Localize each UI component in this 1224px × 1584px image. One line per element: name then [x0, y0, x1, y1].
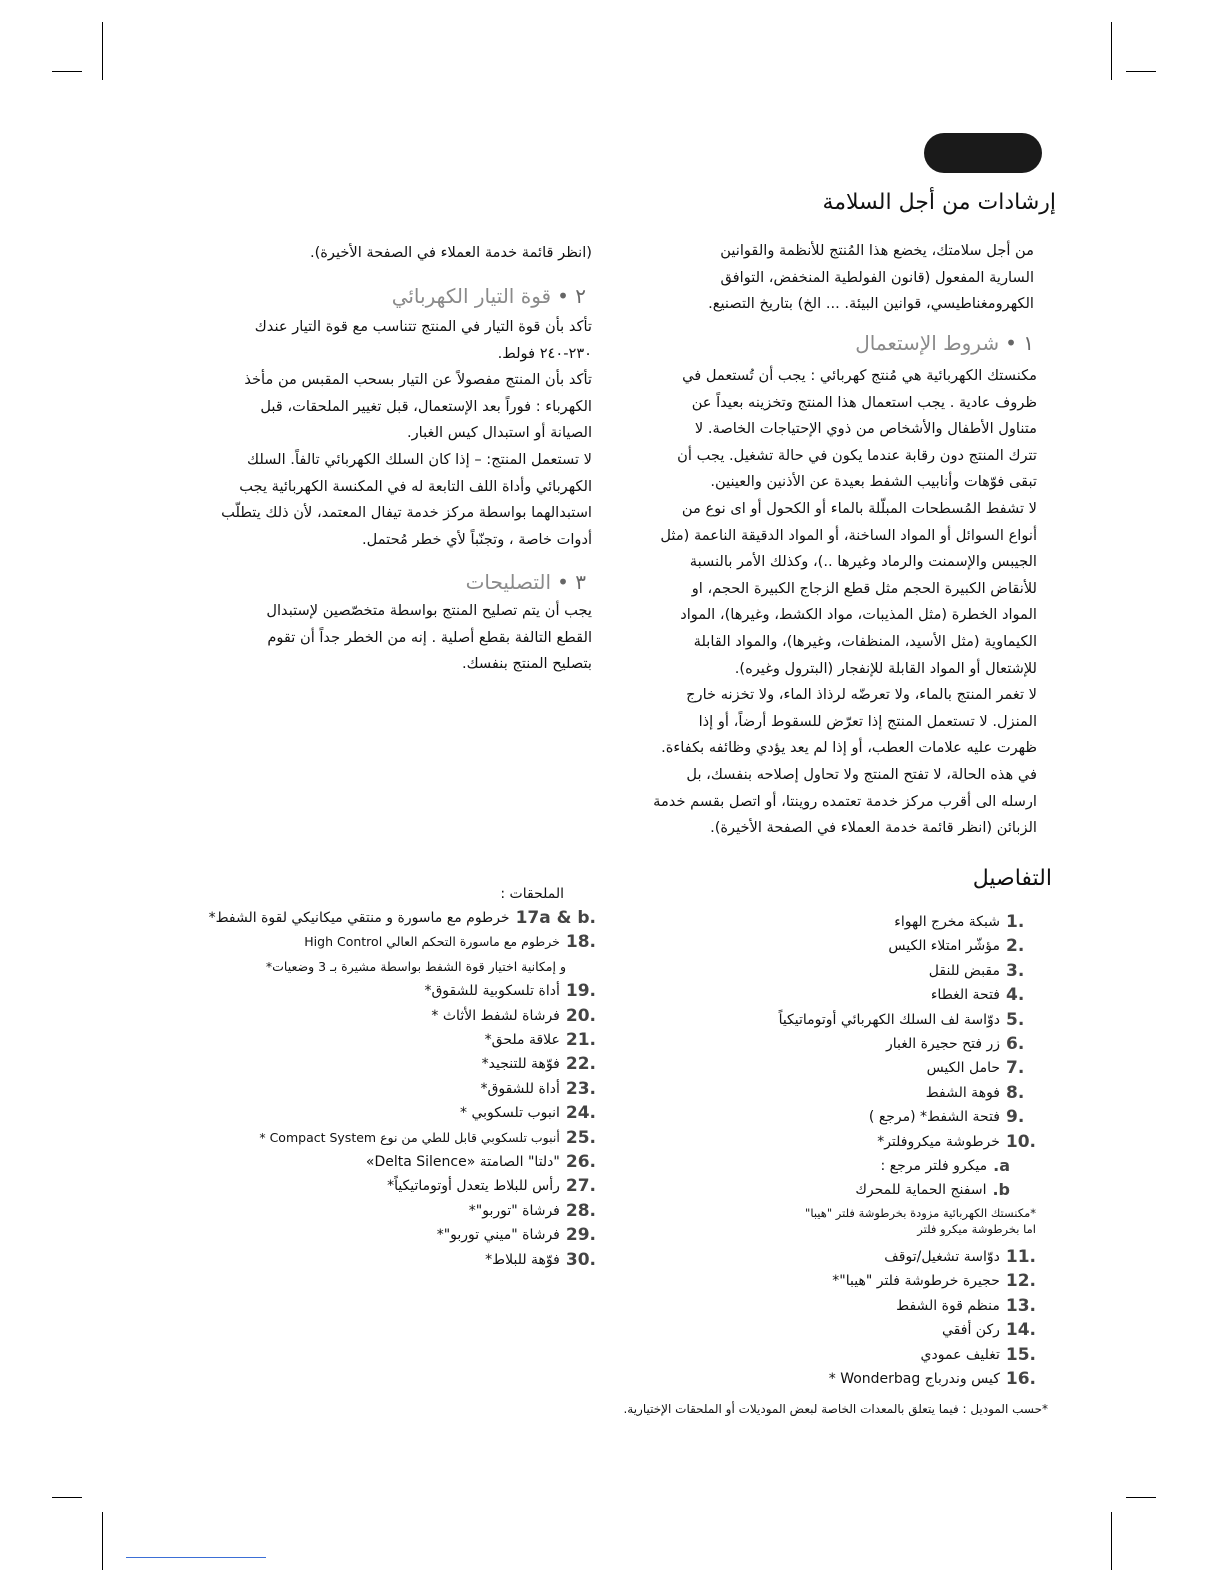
intro-paragraph: من أجل سلامتك، يخضع هذا المُنتج للأنظمة والقوانين السارية المفعول (قانون الفولطية المنخفض، التوافق الكهرومغناطيسي، قوانين البيئة. ... الخ) بتاريخ التصنيع.	[708, 242, 1034, 313]
power-paragraph: تأكد بأن قوة التيار في المنتج تتناسب مع قوة التيار عندك ٢٣٠-٢٤٠ فولط. تأكد بأن المنتج مفصولاً عن التيار بسحب المقبس من مأخذ الكهرباء : فوراً بعد الإستعمال، قبل تغيير الملحقات، قبل الصيانة أو استبدال كيس الغبار. لا تستعمل المنتج: – إذا كان السلك الكهربائي تالفاً. السلك الكهربائي وأداة اللف التابعة له في المكنسة الكهربائية يجب استبدالهما بواسطة مركز خدمة تيفال المعتمد، لأن ذلك يتطلّب أدوات خاصة ، وتجنّباً لأي خطر مُحتمل.	[221, 318, 592, 548]
language-tab	[924, 133, 1042, 173]
list-item: 26. "دلتا" الصامتة «Delta Silence»	[365, 1152, 596, 1173]
list-item: 1. شبكة مخرج الهواء	[894, 912, 1025, 932]
list-item: 6. زر فتح حجيرة الغبار	[886, 1034, 1025, 1055]
list-item: 27. رأس للبلاط يتعدل أوتوماتيكياً*	[387, 1176, 596, 1197]
list-item: 7. حامل الكيس	[926, 1058, 1025, 1079]
footnote: *حسب الموديل : فيما يتعلق بالمعدات الخاصة لبعض الموديلات أو الملحقات الإختيارية.	[623, 1402, 1048, 1416]
list-item: 20. فرشاة لشفط الأثاث *	[431, 1005, 596, 1026]
list-item: 22. فوّهة للتنجيد*	[481, 1054, 596, 1075]
list-item: 4. فتحة الغطاء	[930, 985, 1025, 1006]
crop-mark	[102, 1512, 103, 1570]
details-title: التفاصيل	[972, 866, 1052, 891]
list-item: 2. مؤشّر امتلاء الكيس	[888, 936, 1025, 957]
list-item: 24. انبوب تلسكوبي *	[460, 1103, 596, 1124]
list-item: 18. خرطوم مع ماسورة التحكم العالي High Control	[304, 932, 596, 953]
crop-mark	[102, 22, 103, 80]
crop-mark	[1111, 1512, 1112, 1570]
divider	[126, 1557, 266, 1558]
page-title: إرشادات من أجل السلامة	[822, 190, 1056, 215]
list-item: 5. دوّاسة لف السلك الكهربائي أوتوماتيكياً	[778, 1009, 1025, 1030]
list-item: 9. فتحة الشفط* (مرجع )	[868, 1107, 1025, 1128]
list-item: b. اسفنج الحماية للمحرك	[855, 1180, 1010, 1200]
list-item: 21. علاقة ملحق*	[484, 1030, 596, 1051]
crop-mark	[1126, 71, 1156, 72]
accessories-list	[156, 906, 596, 1272]
list-item: 16. كيس وندرباج Wonderbag *	[828, 1368, 1036, 1389]
list-item: 29. فرشاة "ميني توربو"*	[436, 1225, 596, 1246]
list-item: 28. فرشاة "توربو"*	[468, 1200, 596, 1221]
list-item: و إمكانية اختيار قوة الشفط بواسطة مشيرة بـ 3 وضعيات*	[265, 958, 566, 974]
list-item: 30. فوّهة للبلاط*	[485, 1249, 596, 1270]
hepa-note: *مكنستك الكهربائية مزودة بخرطوشة فلتر "هيبا" اما بخرطوشة ميكرو فلتر	[805, 1205, 1036, 1236]
list-item: 11. دوّاسة تشغيل/توقف	[884, 1246, 1036, 1267]
left-intro: (انظر قائمة خدمة العملاء في الصفحة الأخيرة).	[309, 244, 592, 261]
list-item: a. ميكرو فلتر مرجع :	[880, 1156, 1010, 1176]
section-heading-repairs: ٣ • التصليحات	[465, 570, 586, 594]
accessories-title: الملحقات :	[500, 886, 564, 902]
list-item: 14. ركن أفقي	[942, 1320, 1036, 1341]
crop-mark	[1126, 1497, 1156, 1498]
list-item: 12. حجيرة خرطوشة فلتر "هيبا"*	[832, 1271, 1036, 1292]
list-item: 25. أنبوب تلسكوبي قابل للطي من نوع Compact System *	[259, 1127, 596, 1148]
list-item: 3. مقبض للنقل	[928, 960, 1025, 981]
list-item: 15. تغليف عمودي	[920, 1344, 1036, 1365]
usage-paragraph: مكنستك الكهربائية هي مُنتج كهربائي : يجب أن تُستعمل في ظروف عادية . يجب استعمال هذا المنتج وتخزينه بعيداً عن متناول الأطفال والأشخاص من ذوي الإحتياجات الخاصة. لا تترك المنتج دون رقابة عندما يكون في حالة تشغيل. يجب أن تبقى فوّهات وأنابيب الشفط بعيدة عن الأذنين والعينين. لا تشفط المُسطحات المبلّلة بالماء أو الكحول أو اى نوع من أنواع السوائل أو المواد الساخنة، أو المواد الدقيقة الناعمة (مثل الجيبس والإسمنت والرماد وغيرها ..)، وكذلك الأمر بالنسبة للأنقاض الكبيرة الحجم مثل قطع الزجاج الكبيرة الحجم، او المواد الخطرة (مثل المذيبات، مواد الكشط، وغيرها)، المواد الكيماوية (مثل الأسيد، المنظفات، وغيرها)، والمواد القابلة للإشتعال أو المواد القابلة للإنفجار (البترول وغيره). لا تغمر المنتج بالماء، ولا تعرضّه لرذاذ الماء، ولا تخزنه خارج المنزل. لا تستعمل المنتج إذا تعرّض للسقوط أرضاً، أو إذا ظهرت عليه علامات العطب، أو إذا لم يعد يؤدي وظائفه بكفاءة. في هذه الحالة، لا تفتح المنتج ولا تحاول إصلاحه بنفسك، بل ارسله الى أقرب مركز خدمة تعتمده روينتا، أو اتصل بقسم خدمة الزبائن (انظر قائمة خدمة العملاء في الصفحة الأخيرة).	[653, 367, 1037, 837]
section-heading-usage: ١ • شروط الإستعمال	[855, 331, 1034, 355]
list-item: 8. فوهة الشفط	[925, 1082, 1025, 1103]
list-item: 23. أداة للشقوق*	[480, 1078, 596, 1099]
section-heading-power: ٢ • قوة التيار الكهربائي	[391, 284, 586, 308]
crop-mark	[52, 71, 82, 72]
repairs-paragraph: يجب أن يتم تصليح المنتج بواسطة متخصّصين لإستبدال القطع التالفة بقطع أصلية . إنه من الخطر جداً أن تقوم بتصليح المنتج بنفسك.	[266, 602, 592, 673]
crop-mark	[1111, 22, 1112, 80]
list-item: 19. أداة تلسكوبية للشقوق*	[424, 981, 596, 1002]
details-list	[616, 910, 1036, 1391]
crop-mark	[52, 1497, 82, 1498]
list-item: 13. منظم قوة الشفط	[896, 1295, 1036, 1316]
list-item: 10. خرطوشة ميكروفلتر*	[877, 1131, 1036, 1152]
list-item: 17a & b. خرطوم مع ماسورة و منتقي ميكانيكي لقوة الشفط*	[208, 908, 596, 928]
